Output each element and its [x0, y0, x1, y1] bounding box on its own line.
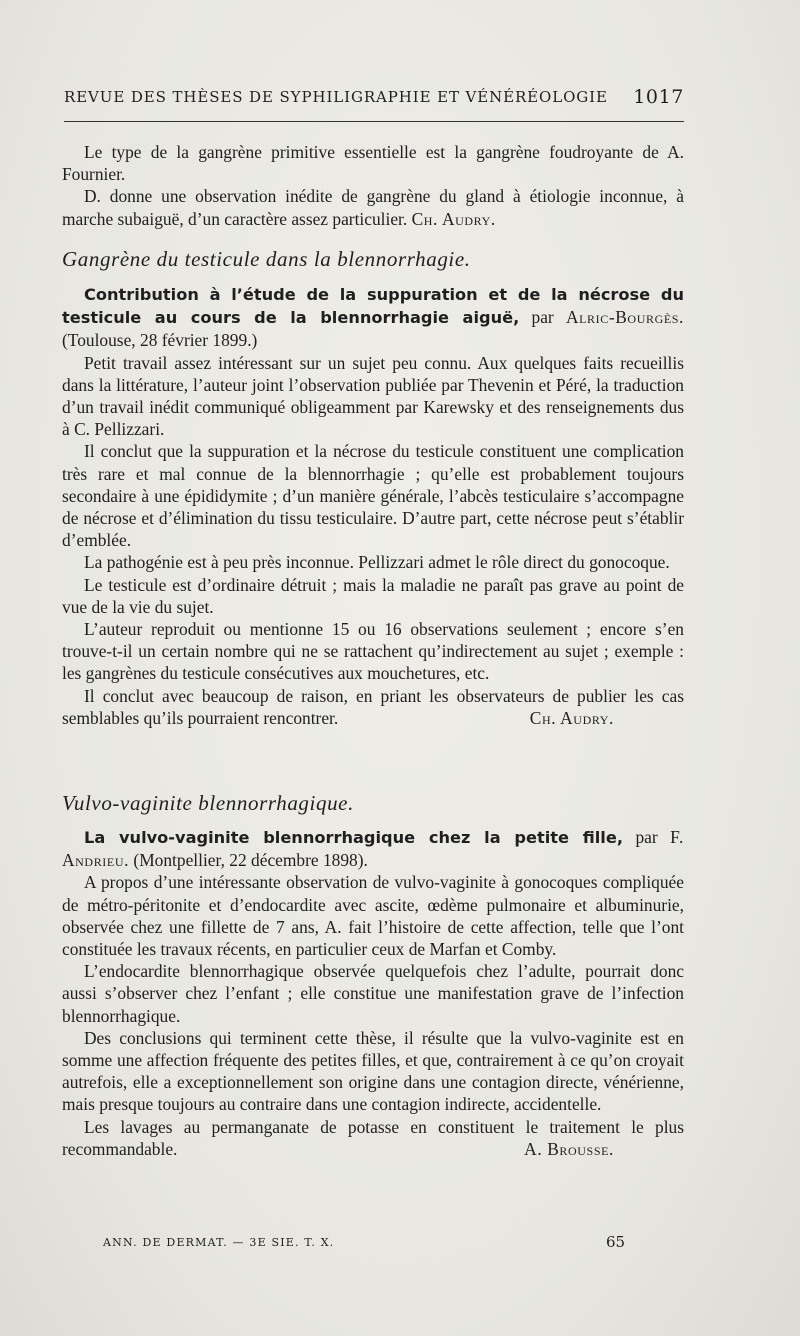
signature: Ch. Audry.: [411, 208, 496, 229]
entry-by: par: [531, 307, 554, 328]
paragraph: Petit travail assez intéressant sur un sujet peu connu. Aux quelques faits recueillis dans la littérature, l’auteur joint l’observation publiée par Thevenin et Péré, la traduction d’un travail inédit communiqué obligeamment par Karewsky et des renseignements dus à C. Pellizzari.: [62, 352, 684, 440]
entry-by: par: [635, 827, 658, 847]
running-title: REVUE DES THÈSES DE SYPHILIGRAPHIE ET VÉNÉRÉOLOGIE: [64, 88, 608, 106]
entry-title: Contribution à l’étude de la suppuration et de la nécrose du testicule au cours de la blennorrhagie aiguë,: [62, 285, 684, 328]
paragraph: [62, 1116, 684, 1160]
paragraph-text: Il conclut avec beaucoup de raison, en priant les observateurs de publier les cas semblables qu’ils pourraient rencontrer.: [62, 685, 684, 728]
paragraph: La pathogénie est à peu près inconnue. Pellizzari admet le rôle direct du gonocoque.: [84, 552, 670, 573]
section1-body: [62, 283, 684, 729]
paragraph: Des conclusions qui terminent cette thèse, il résulte que la vulvo-vaginite est en somme une affection fréquente des petites filles, et que, contrairement à ce qu’on croyait autrefois, elle a exceptionnellement son origine dans une contagion directe, vénérienne, mais presque toujours au contraire dans une contagion indirecte, accidentelle.: [62, 1027, 684, 1115]
signature: Ch. Audry.: [529, 707, 614, 728]
section-title: Gangrène du testicule dans la blennorrhagie.: [62, 247, 471, 271]
bibliographic-entry: [62, 283, 684, 352]
entry-author: F. Andrieu.: [62, 827, 684, 871]
paragraph: A propos d’une intéressante observation de vulvo-vaginite à gonocoques compliquée de métro-péritonite et d’endocardite avec ascite, œdème pulmonaire et albuminurie, observée chez une fillette de 7 ans, A. fait l’histoire de cette affection, telle que l’ont constituée les travaux récents, en particulier ceux de Marfan et Comby.: [62, 872, 684, 960]
paragraph: [62, 685, 684, 729]
footer-journal: ANN. DE DERMAT. — 3E SIE. T. X.: [103, 1236, 335, 1249]
bibliographic-entry: [62, 826, 684, 871]
running-head: [64, 86, 684, 114]
paragraph: Il conclut que la suppuration et la nécrose du testicule constituent une complication très rare et mal connue de la blennorrhagie ; qu’elle est probablement toujours secondaire à une épididymite ; d’un manière générale, l’abcès testiculaire s’accompagne de nécrose et d’élimination du tissu testiculaire. D’autre part, cette nécrose peut s’établir d’emblée.: [62, 441, 684, 551]
signature: A. Brousse.: [524, 1138, 614, 1159]
section-title: Vulvo-vaginite blennorrhagique.: [62, 791, 354, 815]
paragraph-text: D. donne une observation inédite de gangrène du gland à étiologie inconnue, à marche subaiguë, d’un caractère assez particulier.: [62, 186, 684, 229]
paragraph: [62, 185, 684, 229]
header-rule: [64, 121, 684, 122]
page-number: 1017: [633, 86, 684, 108]
entry-place: (Toulouse, 28 février 1899.): [62, 330, 258, 351]
paragraph-text: Les lavages au permanganate de potasse en constituent le traitement le plus recommandable.: [62, 1116, 684, 1159]
intro-block: [62, 141, 684, 230]
paragraph: L’endocardite blennorrhagique observée quelquefois chez l’adulte, pourrait donc aussi s’observer chez l’enfant ; elle constitue une manifestation grave de l’infection blennorrhagique.: [62, 961, 684, 1026]
section2-body: [62, 826, 684, 1160]
paragraph: Le testicule est d’ordinaire détruit ; mais la maladie ne paraît pas grave au point de vue de la vie du sujet.: [62, 574, 684, 617]
paragraph: Le type de la gangrène primitive essentielle est la gangrène foudroyante de A. Fournier.: [62, 142, 684, 185]
entry-title: La vulvo-vaginite blennorrhagique chez la petite fille,: [84, 828, 623, 847]
entry-place: (Montpellier, 22 décembre 1898).: [133, 850, 368, 871]
entry-author: Alric-Bourgès.: [565, 307, 684, 328]
paragraph: L’auteur reproduit ou mentionne 15 ou 16 observations seulement ; encore s’en trouve-t-il un certain nombre qui ne se rattachent qu’indirectement au sujet ; exemple : les gangrènes du testicule consécutives aux mouchetures, etc.: [62, 619, 684, 684]
signature-mark: 65: [606, 1233, 626, 1251]
